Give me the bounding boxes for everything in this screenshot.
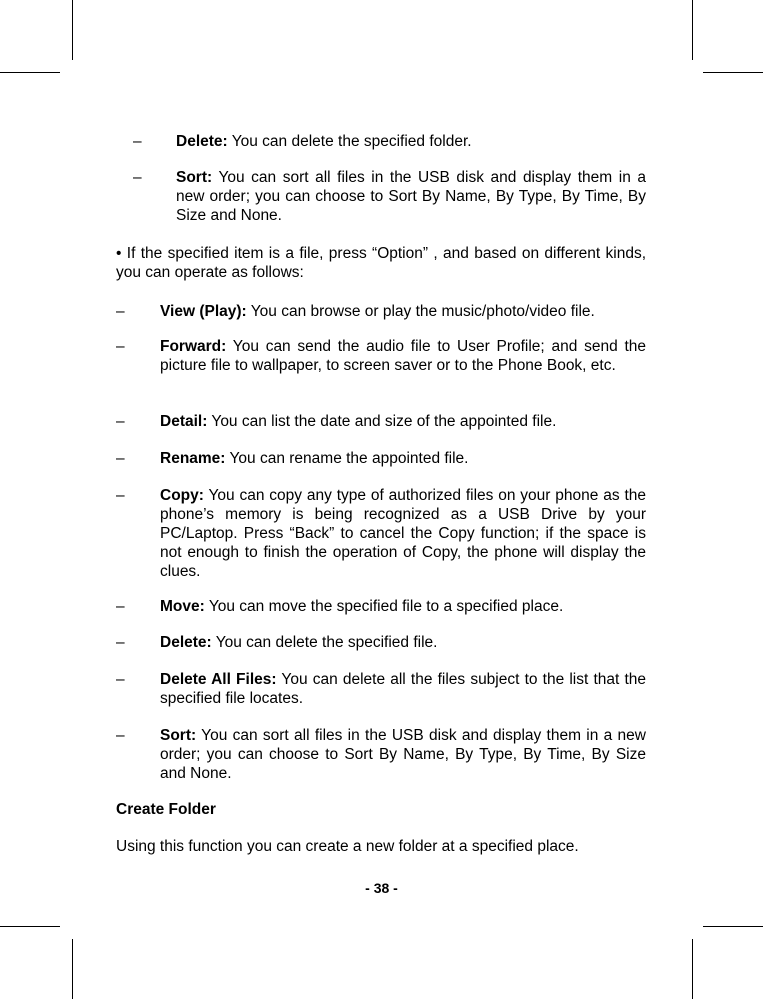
crop-mark bbox=[692, 0, 693, 60]
folder-option-text bbox=[176, 168, 646, 225]
option-description: You can list the date and size of the appointed file. bbox=[207, 413, 557, 430]
file-option-text bbox=[160, 597, 646, 616]
crop-mark bbox=[72, 939, 73, 999]
option-label: Copy: bbox=[160, 487, 204, 504]
dash-marker: – bbox=[116, 450, 125, 467]
option-description: You can browse or play the music/photo/video file. bbox=[246, 303, 595, 320]
crop-mark bbox=[703, 926, 763, 927]
file-option-text bbox=[160, 633, 646, 652]
dash-marker: – bbox=[116, 303, 125, 320]
option-label: Rename: bbox=[160, 450, 226, 467]
option-label: Forward: bbox=[160, 338, 227, 355]
folder-option-text bbox=[176, 132, 646, 151]
crop-mark bbox=[0, 72, 60, 73]
file-option-text bbox=[160, 302, 646, 321]
option-description: You can delete the specified folder. bbox=[227, 133, 472, 150]
option-description: You can sort all files in the USB disk and display them in a new order; you can choose to Sort By Name, By Type, By Time, By Size and None. bbox=[160, 727, 646, 782]
option-label: Move: bbox=[160, 598, 205, 615]
option-label: View (Play): bbox=[160, 303, 247, 320]
option-description: You can rename the appointed file. bbox=[225, 450, 469, 467]
dash-marker: – bbox=[116, 413, 125, 430]
file-option-text bbox=[160, 726, 646, 783]
dash-marker: – bbox=[133, 133, 142, 150]
file-option-text bbox=[160, 670, 646, 708]
dash-marker: – bbox=[133, 169, 142, 186]
option-label: Detail: bbox=[160, 413, 208, 430]
option-label: Delete: bbox=[176, 133, 228, 150]
option-label: Sort: bbox=[176, 169, 213, 186]
dash-marker: – bbox=[116, 487, 125, 504]
dash-marker: – bbox=[116, 727, 125, 744]
option-description: You can delete all the files subject to the list that the specified file locates. bbox=[160, 671, 646, 707]
file-option-text bbox=[160, 486, 646, 581]
file-option-text bbox=[160, 449, 646, 468]
section-heading: Create Folder bbox=[116, 801, 216, 818]
crop-mark bbox=[0, 926, 60, 927]
option-label: Delete All Files: bbox=[160, 671, 277, 688]
option-description: You can sort all files in the USB disk and display them in a new order; you can choose to Sort By Name, By Type, By Time, By Size and None. bbox=[176, 169, 646, 224]
option-description: You can delete the specified file. bbox=[211, 634, 438, 651]
option-description: You can move the specified file to a specified place. bbox=[204, 598, 564, 615]
crop-mark bbox=[692, 939, 693, 999]
file-option-text bbox=[160, 337, 646, 375]
dash-marker: – bbox=[116, 338, 125, 355]
intro-paragraph: • If the specified item is a file, press “Option” , and based on different kinds, you can operate as follows: bbox=[116, 245, 646, 281]
option-description: You can copy any type of authorized files on your phone as the phone’s memory is being recognized as a USB Drive by your PC/Laptop. Press “Back” to cancel the Copy function; if the space is not enough to finish the operation of Copy, the phone will display the clues. bbox=[160, 487, 646, 580]
file-option-text bbox=[160, 412, 646, 431]
dash-marker: – bbox=[116, 634, 125, 651]
option-label: Sort: bbox=[160, 727, 197, 744]
section-paragraph: Using this function you can create a new folder at a specified place. bbox=[116, 838, 579, 855]
page-number: - 38 - bbox=[365, 880, 398, 896]
crop-mark bbox=[72, 0, 73, 60]
dash-marker: – bbox=[116, 598, 125, 615]
option-label: Delete: bbox=[160, 634, 212, 651]
option-description: You can send the audio file to User Profile; and send the picture file to wallpaper, to screen saver or to the Phone Book, etc. bbox=[160, 338, 646, 374]
dash-marker: – bbox=[116, 671, 125, 688]
crop-mark bbox=[703, 72, 763, 73]
